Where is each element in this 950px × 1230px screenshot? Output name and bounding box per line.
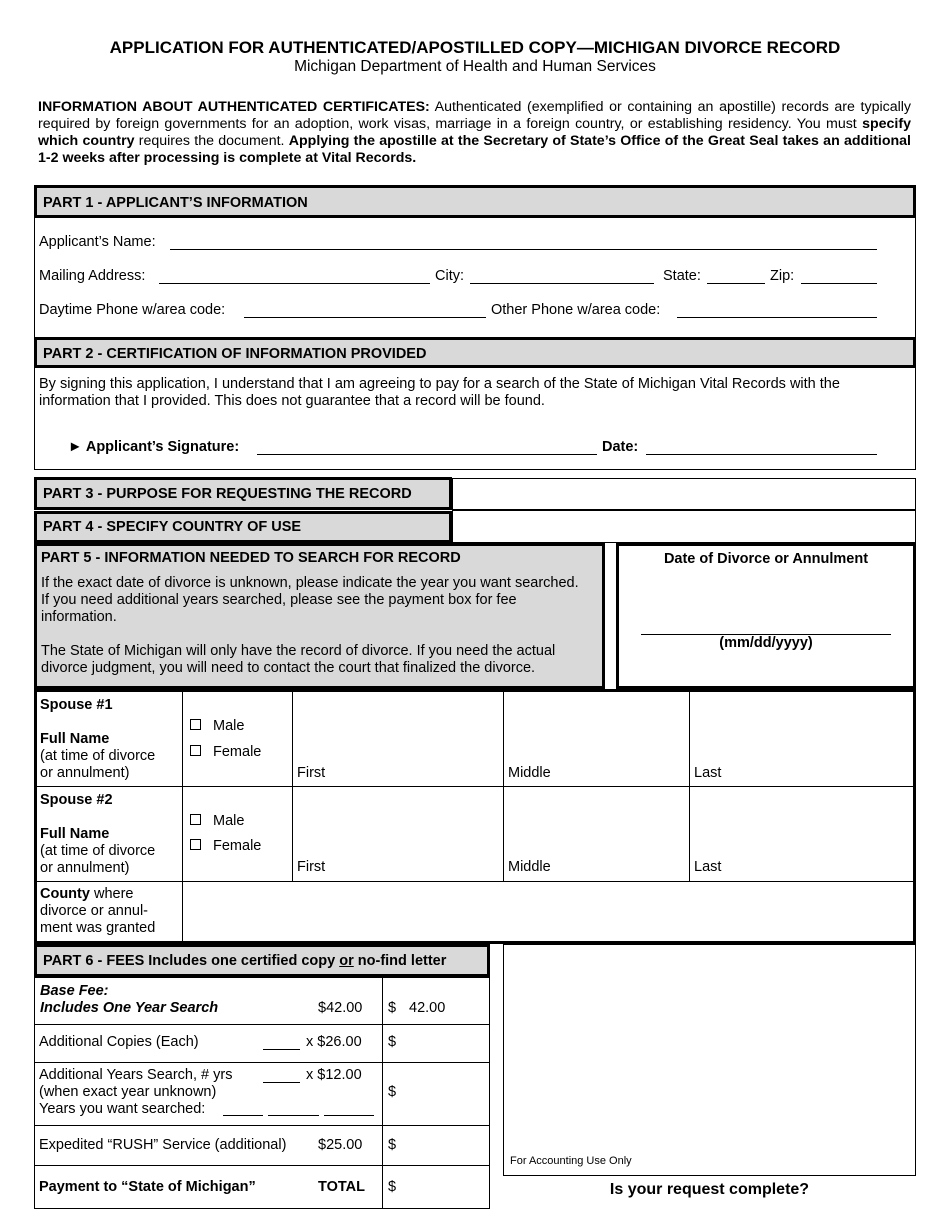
spouse-2-last-name-field[interactable]	[690, 787, 914, 881]
checkbox-icon[interactable]	[190, 745, 201, 756]
info-lead: INFORMATION ABOUT AUTHENTICATED CERTIFICATES:	[38, 99, 430, 115]
applicant-name-field[interactable]	[170, 249, 877, 250]
zip-field[interactable]	[801, 283, 877, 284]
info-paragraph	[38, 99, 911, 167]
spouse-1-full-name: Full Name	[40, 731, 110, 747]
other-phone-label: Other Phone w/area code:	[491, 302, 661, 318]
copies-amount-field[interactable]	[400, 1026, 488, 1060]
spouse-1-label	[40, 697, 155, 782]
info-bold-1: specify which country	[38, 116, 911, 149]
spouse-1-male-option[interactable]	[190, 718, 244, 734]
spouse-2-male-option[interactable]	[190, 813, 244, 829]
part3-purpose-field[interactable]	[452, 478, 916, 510]
base-fee-label-1: Base Fee:	[40, 983, 109, 999]
divider	[34, 1125, 490, 1126]
years-label-1: Additional Years Search, # yrs	[39, 1067, 233, 1083]
spouse-1-note-2: or annulment)	[40, 765, 130, 781]
copies-label: Additional Copies (Each)	[39, 1034, 199, 1050]
mailing-address-label: Mailing Address:	[39, 268, 146, 284]
signature-date-field[interactable]	[646, 454, 877, 455]
divorce-date-format: (mm/dd/yyyy)	[719, 635, 813, 651]
county-field[interactable]	[184, 882, 914, 942]
spouse-1-middle-label: Middle	[508, 765, 551, 781]
part1-header: PART 1 - APPLICANT’S INFORMATION	[34, 185, 916, 218]
city-label: City:	[435, 268, 464, 284]
year-searched-field-3[interactable]	[324, 1115, 374, 1116]
spouse-1-first-label: First	[297, 765, 326, 781]
spouse-1-female-option[interactable]	[190, 744, 261, 760]
other-phone-field[interactable]	[677, 317, 877, 318]
zip-label: Zip:	[770, 268, 795, 284]
state-field[interactable]	[707, 283, 765, 284]
info-text-2: requires the document.	[134, 133, 289, 149]
part2-header: PART 2 - CERTIFICATION OF INFORMATION PROVIDED	[34, 337, 916, 368]
part6-header-a: PART 6 - FEES Includes one certified copy	[43, 953, 340, 969]
years-label	[39, 1067, 232, 1118]
years-label-2: (when exact year unknown)	[39, 1084, 217, 1100]
signature-label: ► Applicant’s Signature:	[68, 439, 240, 455]
spouse-2-note-2: or annulment)	[40, 860, 130, 876]
spouse-2-first-label: First	[297, 859, 326, 875]
years-dollar: $	[388, 1084, 397, 1100]
base-fee-label-2: Includes One Year Search	[40, 1000, 219, 1016]
signature-date-label: Date:	[602, 439, 639, 455]
city-field[interactable]	[470, 283, 654, 284]
spouse-1-male-label: Male	[213, 718, 245, 734]
spouse-2-note-1: (at time of divorce	[40, 843, 156, 859]
year-searched-field-2[interactable]	[268, 1115, 319, 1116]
daytime-phone-label: Daytime Phone w/area code:	[39, 302, 226, 318]
total-label: Payment to “State of Michigan”	[39, 1179, 256, 1195]
mailing-address-field[interactable]	[159, 283, 430, 284]
divider	[182, 690, 183, 942]
signature-field[interactable]	[257, 454, 597, 455]
base-fee-amount: $42.00	[318, 1000, 363, 1016]
spouse-2-full-name: Full Name	[40, 826, 110, 842]
county-label	[40, 886, 155, 937]
accounting-box	[503, 944, 916, 1176]
rush-label: Expedited “RUSH” Service (additional)	[39, 1137, 287, 1153]
spouse-1-title: Spouse #1	[40, 697, 113, 713]
spouse-1-note-1: (at time of divorce	[40, 748, 156, 764]
form-subtitle: Michigan Department of Health and Human Services	[294, 58, 656, 75]
divider	[34, 1165, 490, 1166]
divider	[382, 977, 383, 1209]
total-dollar: $	[388, 1179, 397, 1195]
part3-header: PART 3 - PURPOSE FOR REQUESTING THE RECORD	[34, 477, 452, 510]
years-rate: x $12.00	[306, 1067, 362, 1083]
rush-amount: $25.00	[318, 1137, 363, 1153]
request-complete-heading: Is your request complete?	[609, 1181, 810, 1198]
spouse-2-female-label: Female	[213, 838, 262, 854]
years-label-3: Years you want searched:	[39, 1101, 206, 1117]
county-label-rest-1: where	[89, 886, 134, 902]
part4-header: PART 4 - SPECIFY COUNTRY OF USE	[34, 511, 452, 543]
part6-header-b: no-find letter	[353, 953, 447, 969]
spouse-2-male-label: Male	[213, 813, 245, 829]
years-count-field[interactable]	[263, 1082, 300, 1083]
base-fee-label	[40, 983, 218, 1017]
part4-country-field[interactable]	[452, 510, 916, 543]
spouse-1-female-label: Female	[213, 744, 262, 760]
copies-dollar: $	[388, 1034, 397, 1050]
divider	[34, 1024, 490, 1025]
base-fee-value: 42.00	[409, 1000, 446, 1016]
rush-dollar: $	[388, 1137, 397, 1153]
spouse-2-middle-label: Middle	[508, 859, 551, 875]
divorce-date-title: Date of Divorce or Annulment	[663, 551, 869, 567]
checkbox-icon[interactable]	[190, 839, 201, 850]
county-label-rest-2: divorce or annul-	[40, 903, 148, 919]
accounting-label: For Accounting Use Only	[510, 1155, 632, 1167]
info-bold-2: Applying the apostille at the Secretary of State’s Office of the Great Seal takes an additional 1-2 weeks after processing is complete at Vital Records.	[38, 133, 911, 166]
applicant-name-label: Applicant’s Name:	[39, 234, 156, 250]
spouse-2-title: Spouse #2	[40, 792, 113, 808]
county-label-rest-3: ment was granted	[40, 920, 156, 936]
base-fee-dollar: $	[388, 1000, 397, 1016]
total-word: TOTAL	[318, 1179, 365, 1195]
part2-text: By signing this application, I understand that I am agreeing to pay for a search of the State of Michigan Vital Records with the information that I provided. This does not guarantee that a record will be found.	[39, 376, 840, 409]
divider	[34, 1062, 490, 1063]
part5-text-2: The State of Michigan will only have the record of divorce. If you need the actual divorce judgment, you will need to contact the court that finalized the divorce.	[41, 643, 556, 676]
spouse-1-last-label: Last	[694, 765, 722, 781]
part6-header-or: or	[339, 953, 354, 969]
form-title: APPLICATION FOR AUTHENTICATED/APOSTILLED COPY—MICHIGAN DIVORCE RECORD	[109, 38, 841, 57]
part5-text-1: If the exact date of divorce is unknown, please indicate the year you want searched. If you need additional years searched, please see the payment box for fee information.	[41, 575, 579, 625]
spouse-2-female-option[interactable]	[190, 838, 261, 854]
state-label: State:	[663, 268, 701, 284]
checkbox-icon[interactable]	[190, 814, 201, 825]
copies-rate: x $26.00	[306, 1034, 362, 1050]
daytime-phone-field[interactable]	[244, 317, 486, 318]
checkbox-icon[interactable]	[190, 719, 201, 730]
info-text-1: Authenticated (exemplified or containing an apostille) records are typically required by foreign governments for an adoption, work visas, marriage in a foreign country, or establishing residency. You must	[38, 99, 912, 132]
part6-header	[34, 944, 490, 977]
spouse-2-last-label: Last	[694, 859, 722, 875]
county-label-bold: County	[40, 886, 90, 902]
spouse-1-last-name-field[interactable]	[690, 690, 914, 786]
spouse-2-label	[40, 792, 155, 877]
copies-quantity-field[interactable]	[263, 1049, 300, 1050]
part5-header: PART 5 - INFORMATION NEEDED TO SEARCH FOR RECORD	[41, 550, 461, 566]
year-searched-field-1[interactable]	[223, 1115, 263, 1116]
